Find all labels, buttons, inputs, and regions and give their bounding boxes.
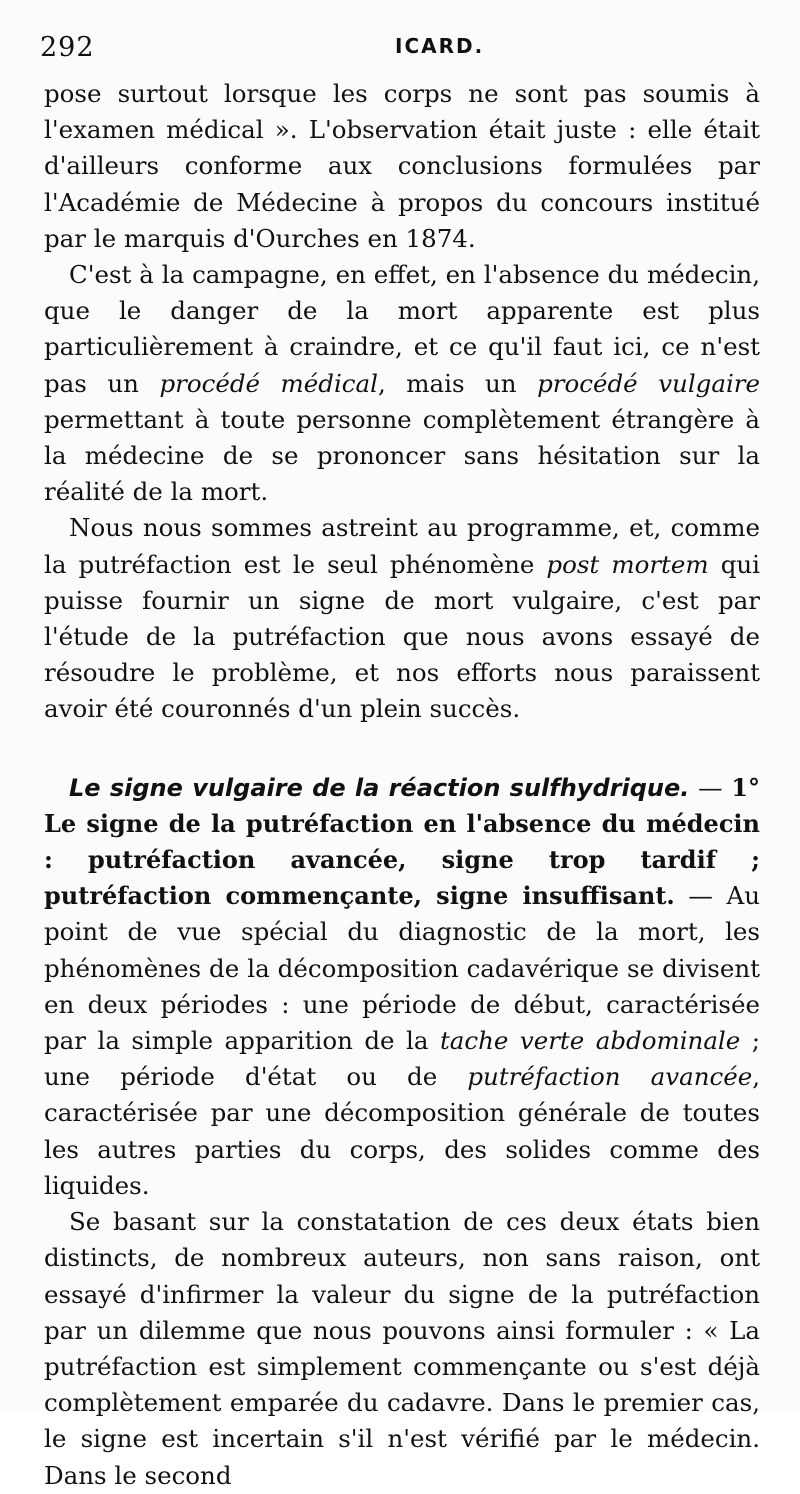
paragraph-1 bbox=[44, 76, 760, 257]
paragraph-2-emphasis-1: procédé médical bbox=[159, 368, 378, 398]
paragraph-4-text-1: Au point de vue spécial du diagnostic de la mort, les phénomènes de la décomposition cadavérique se divisent en deux périodes : une période de début, caractérisée par la simple apparition de la bbox=[44, 881, 761, 1056]
running-head bbox=[40, 32, 760, 64]
heading-dash-2: — bbox=[674, 881, 727, 911]
paragraph-4-emphasis-2: putréfaction avancée bbox=[467, 1062, 753, 1092]
paragraph-4 bbox=[44, 770, 760, 1204]
paragraph-2-emphasis-2: procédé vulgaire bbox=[537, 368, 760, 398]
page-number: 292 bbox=[40, 32, 95, 63]
section-heading-italic: Le signe vulgaire de la réaction sulfhydrique. bbox=[69, 773, 690, 802]
paragraph-2-text-1: C'est à la campagne, en effet, en l'absence du médecin, que le danger de la mort apparente est plus particulièrement à craindre, et ce qu'il faut ici, ce n'est pas un bbox=[44, 260, 760, 398]
body-text bbox=[44, 76, 760, 1494]
paragraph-3-emphasis-1: post mortem bbox=[546, 549, 709, 579]
paragraph-2-text-3: permettant à toute personne complètement étrangère à la médecine de se prononcer sans hésitation sur la réalité de la mort. bbox=[44, 404, 760, 507]
heading-dash-1: — bbox=[689, 772, 732, 802]
paragraph-4-text-3: , caractérisée par une décomposition générale de toutes les autres parties du corps, des solides comme des liquides. bbox=[44, 1062, 760, 1200]
paragraph-3 bbox=[44, 510, 760, 727]
section-heading-bold: 1° Le signe de la putréfaction en l'absence du médecin : putréfaction avancée, signe trop tardif ; putréfaction commençante, signe insuffisant. bbox=[44, 772, 760, 911]
paragraph-4-emphasis-1: tache verte abdominale bbox=[439, 1026, 741, 1056]
paragraph-3-text-2: qui puisse fournir un signe de mort vulgaire, c'est par l'étude de la putréfaction que nous avons essayé de résoudre le problème, et nos efforts nous paraissent avoir été couronnés d'un plein succès. bbox=[44, 549, 760, 724]
paragraph-5 bbox=[44, 1204, 760, 1494]
paragraph-4-text-2: ; une période d'état ou de bbox=[44, 1026, 761, 1092]
paragraph-2-text-2: , mais un bbox=[377, 368, 538, 398]
paragraph-3-text-1: Nous nous sommes astreint au programme, et, comme la putréfaction est le seul phénomène bbox=[44, 513, 760, 579]
paragraph-1-text: pose surtout lorsque les corps ne sont pas soumis à l'examen médical ». L'observation était juste : elle était d'ailleurs conforme aux conclusions formulées par l'Académie de Médecine à propos du concours institué par le marquis d'Ourches en 1874. bbox=[44, 79, 760, 253]
running-title: ICARD. bbox=[395, 34, 485, 58]
paragraph-2 bbox=[44, 257, 760, 510]
paragraph-5-text: Se basant sur la constatation de ces deux états bien distincts, de nombreux auteurs, non sans raison, ont essayé d'infirmer la valeur du signe de la putréfaction par un dilemme que nous pouvons ainsi formuler : « La putréfaction est simplement commençante ou s'est déjà complètement emparée du cadavre. Dans le premier cas, le signe est incertain s'il n'est vérifié par le médecin. Dans le second bbox=[44, 1207, 760, 1490]
section-spacer bbox=[44, 728, 760, 770]
